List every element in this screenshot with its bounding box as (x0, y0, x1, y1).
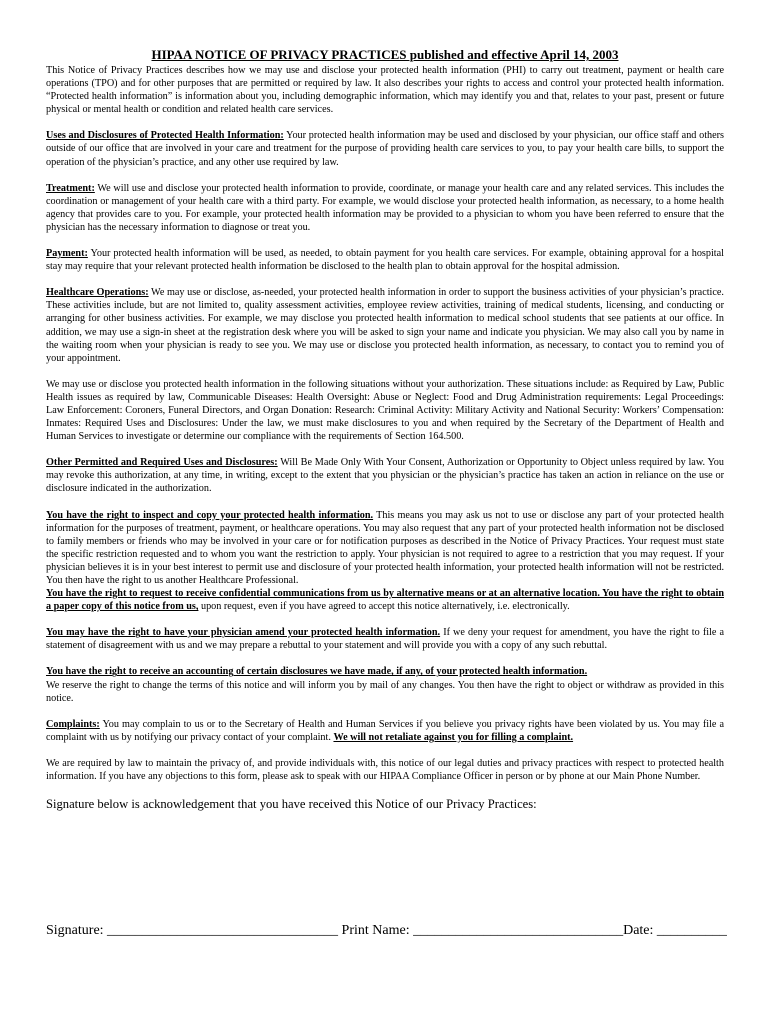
treatment-text: We will use and disclose your protected health information to provide, coordinate, or manage your health care and any related services. This includes the coordination or management of your health care with a third party. For example, we would disclose your protected health information, as necessary, to a home health agency that provides care to you. For example, your protected health information may be provided to a physician to whom you have been referred to ensure that the physician has the necessary information to diagnose or treat you. (46, 182, 724, 233)
complaints-heading: Complaints: (46, 718, 100, 730)
complaints-text: You may complain to us or to the Secretary of Health and Human Services if you believe you privacy rights have been violated by us. You may file a complaint with us by notifying our privacy contact of your complaint. (46, 718, 724, 743)
signature-line: Signature: _________________________________ Print Name: ______________________________Date: __________ (46, 923, 727, 938)
amend-heading: You may have the right to have your physician amend your protected health information. (46, 627, 441, 639)
situations-paragraph (46, 378, 724, 443)
treatment-heading: Treatment: (46, 182, 95, 194)
payment-heading: Payment: (46, 248, 88, 260)
payment-text: Your protected health information will be used, as needed, to obtain payment for you health care services. For example, obtaining approval for a hospital stay may require that your relevant protected health information be disclosed to the health plan to obtain approval for the hospital admission. (46, 248, 724, 273)
confidential-heading: You have the right to request to receive confidential communications from us by alternative means or at an alternative location. You have the right to obtain a paper copy of this notice from us, (46, 588, 724, 613)
confidential-paragraph (46, 587, 724, 613)
accounting-heading: You have the right to receive an accounting of certain disclosures we have made, if any, of your protected health information. (46, 666, 588, 678)
payment-paragraph (46, 247, 724, 273)
situations-text: We may use or disclose you protected health information in the following situations without your authorization. These situations include: as Required by Law, Public Health issues as required by law, Communicable Diseases: Health Oversight: Abuse or Neglect: Food and Drug Administration requirements: Legal Proceedings: Law Enforcement: Coroners, Funeral Directors, and Organ Donation: Research: Criminal Activity: Military Activity and National Security: Workers’ Compensation: Inmates: Required Uses and Disclosures: Under the law, we must make disclosures to you and when required by the Secretary of the Department of Health and Human Services to investigate or determine our compliance with the requirements of Section 164.500. (46, 378, 724, 443)
amend-paragraph (46, 626, 724, 652)
uses-paragraph (46, 129, 724, 168)
confidential-text: upon request, even if you have agreed to accept this notice alternatively, i.e. electronically. (198, 601, 570, 613)
inspect-paragraph (46, 509, 724, 588)
accounting-paragraph (46, 665, 724, 704)
inspect-heading: You have the right to inspect and copy your protected health information. (46, 509, 374, 521)
treatment-paragraph (46, 182, 724, 234)
no-retaliation-statement: We will not retaliate against you for filling a complaint. (333, 731, 574, 743)
other-uses-heading: Other Permitted and Required Uses and Disclosures: (46, 457, 278, 469)
intro-paragraph (46, 64, 724, 116)
accounting-text: We reserve the right to change the terms of this notice and will inform you by mail of any changes. You then have the right to object or withdraw as provided in this notice. (46, 679, 724, 704)
operations-paragraph (46, 286, 724, 365)
amend-text: If we deny your request for amendment, you have the right to file a statement of disagreement with us and we may prepare a rebuttal to your statement and will provide you with a copy of any such rebuttal. (46, 627, 724, 652)
other-uses-paragraph (46, 456, 724, 495)
inspect-text: This means you may ask us not to use or disclose any part of your protected health information for the purposes of treatment, payment, or healthcare operations. You may also request that any part of your protected health information not be disclosed to family members or friends who may be involved in your care or for notification purposes as described in the Notice of Privacy Practices. Your request must state the specific restriction requested and to whom you want the restriction to apply. Your physician is not required to agree to a restriction that you may request. If your physician believes it is in your best interest to permit use and disclosure of your protected health information, your protected health information will not be restricted. You then have the right to us another Healthcare Professional. (46, 509, 724, 586)
uses-heading: Uses and Disclosures of Protected Health Information: (46, 130, 284, 142)
required-paragraph (46, 757, 724, 783)
acknowledgement-text: Signature below is acknowledgement that you have received this Notice of our Privacy Practices: (46, 797, 537, 812)
intro-text: This Notice of Privacy Practices describes how we may use and disclose your protected health information (PHI) to carry out treatment, payment or health care operations (TPO) and for other purposes that are permitted or required by law. It also describes your rights to access and control your protected health information. “Protected health information” is information about you, including demographic information, which may identify you and that, relates to your past, present or future physical or mental health or condition and related health care services. (46, 65, 724, 116)
operations-heading: Healthcare Operations: (46, 287, 149, 299)
complaints-paragraph (46, 718, 724, 744)
document-title: HIPAA NOTICE OF PRIVACY PRACTICES published and effective April 14, 2003 (151, 47, 619, 62)
uses-text: Your protected health information may be used and disclosed by your physician, our office staff and others outside of our office that are involved in your care and treatment for the purpose of providing health care services to you, to pay your health care bills, to support the operation of the physician’s practice, and any other use required by law. (46, 130, 724, 168)
operations-text: We may use or disclose, as-needed, your protected health information in order to support the business activities of your physician’s practice. These activities include, but are not limited to, quality assessment activities, employee review activities, training of medical students, licensing, and conducting or arranging for other business activities. For example, we may disclose you protected health information to medical school students that see patients at our office. In addition, we may use a sign-in sheet at the registration desk where you will be asked to sign your name and indicate you physician. We may also call you by name in the waiting room when your physician is ready to see you. We may use or disclose you protected health information, as necessary, to contact you to remind you of your appointment. (46, 287, 724, 364)
other-uses-text: Will Be Made Only With Your Consent, Authorization or Opportunity to Object unless required by law. You may revoke this authorization, at any time, in writing, except to the extent that you physician or the physician’s practice has taken an action in reliance on the use or disclosure indicated in the authorization. (46, 457, 724, 495)
required-text: We are required by law to maintain the privacy of, and provide individuals with, this notice of our legal duties and privacy practices with respect to protected health information. If you have any objections to this form, please ask to speak with our HIPAA Compliance Officer in person or by phone at our Main Phone Number. (46, 757, 724, 783)
